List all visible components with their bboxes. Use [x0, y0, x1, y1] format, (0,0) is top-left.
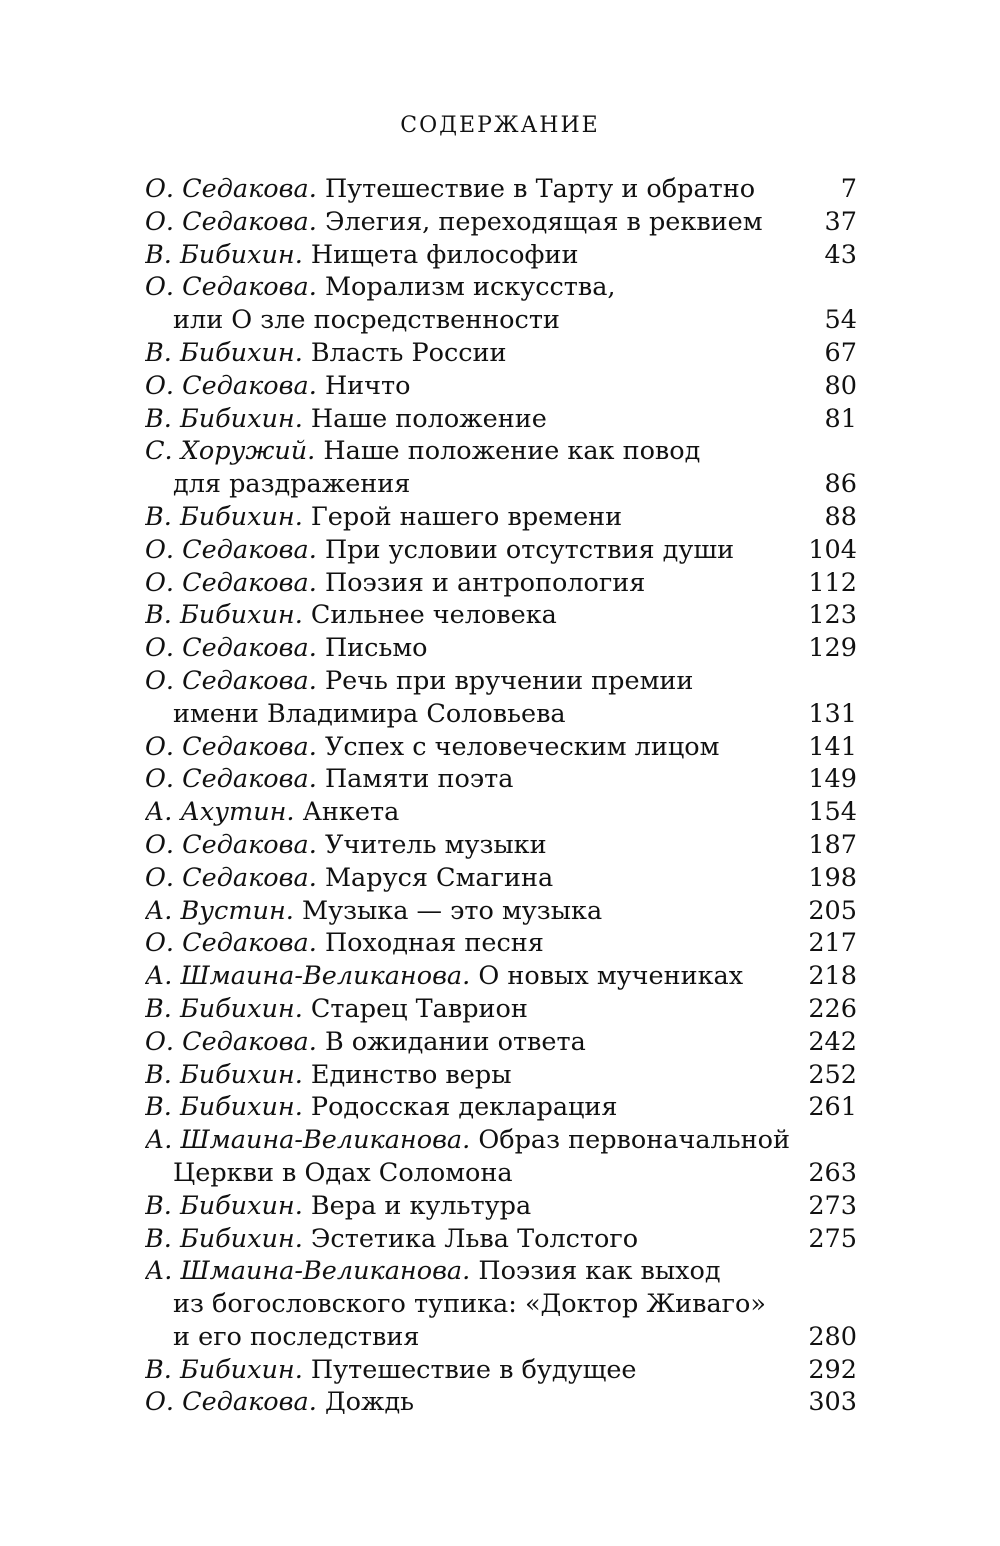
toc-page-number: 54: [824, 305, 857, 336]
toc-title: Старец Таврион: [310, 993, 528, 1024]
toc-title: В ожидании ответа: [324, 1026, 586, 1057]
toc-page-number: 242: [808, 1026, 857, 1057]
toc-title: Герой нашего времени: [310, 501, 623, 532]
toc-title: Успех с человеческим лицом: [324, 731, 720, 762]
toc-author: А. Ахутин.: [145, 797, 295, 828]
toc-page-number: 112: [808, 567, 857, 598]
toc-entry: [145, 599, 857, 632]
toc-page-number: 88: [824, 501, 857, 532]
toc-entry: [145, 173, 857, 206]
toc-page-number: 198: [808, 862, 857, 893]
toc-page-number: 81: [824, 403, 857, 434]
toc-page-number: 187: [808, 829, 857, 860]
toc-entry: [145, 1026, 857, 1059]
toc-page-number: 131: [808, 698, 857, 729]
toc-page-number: 263: [808, 1157, 857, 1188]
toc-author: В. Бибихин.: [145, 1223, 303, 1254]
toc-entry: [145, 763, 857, 796]
page-title: СОДЕРЖАНИЕ: [400, 113, 600, 138]
toc-entry: [145, 1059, 857, 1092]
toc-entry-text: [145, 1223, 797, 1256]
toc-page-number: 67: [824, 337, 857, 368]
toc-page-number: 129: [808, 633, 857, 664]
toc-entry: [145, 895, 857, 928]
toc-title: из богословского тупика: «Доктор Живаго»: [173, 1289, 766, 1320]
toc-entry-text: [145, 665, 797, 698]
toc-page-number: 292: [808, 1354, 857, 1385]
toc-entry: [145, 731, 857, 764]
toc-page-number: 149: [808, 764, 857, 795]
toc-entry-text: [145, 370, 797, 403]
toc-page-number: 273: [808, 1190, 857, 1221]
toc-author: О. Седакова.: [145, 1387, 317, 1418]
toc-title: Походная песня: [324, 928, 544, 959]
toc-author: В. Бибихин.: [145, 1092, 303, 1123]
toc-entry-continuation: [145, 1321, 857, 1354]
toc-page-number: 217: [808, 928, 857, 959]
toc-entry-text: [145, 763, 797, 796]
toc-title: имени Владимира Соловьева: [173, 698, 566, 729]
toc-page-number: 226: [808, 993, 857, 1024]
toc-author: С. Хоружий.: [145, 436, 316, 467]
toc-title: Речь при вручении премии: [324, 665, 694, 696]
toc-author: О. Седакова.: [145, 370, 317, 401]
toc-entry-continuation: [145, 698, 857, 731]
toc-page-number: 141: [808, 731, 857, 762]
toc-title: Учитель музыки: [324, 829, 547, 860]
toc-entry: [145, 1386, 857, 1419]
toc-entry: [145, 1354, 857, 1387]
toc-entry-text: [145, 567, 797, 600]
toc-author: В. Бибихин.: [145, 600, 303, 631]
toc-entry: [145, 993, 857, 1026]
toc-entry-text: [145, 435, 797, 468]
toc-entry-text: [145, 403, 797, 436]
toc-page-number: 43: [824, 239, 857, 270]
toc-entry-text: [145, 993, 797, 1026]
toc-title: О новых мучениках: [478, 961, 744, 992]
toc-entry-text: [173, 1321, 797, 1354]
toc-page-number: 205: [808, 895, 857, 926]
toc-entry: [145, 501, 857, 534]
toc-title: и его последствия: [173, 1321, 420, 1352]
toc-author: В. Бибихин.: [145, 501, 303, 532]
toc-title: Эстетика Льва Толстого: [310, 1223, 639, 1254]
toc-title: Власть России: [310, 337, 507, 368]
toc-entry-text: [145, 1091, 797, 1124]
toc-entry-text: [145, 927, 797, 960]
toc-title: Поэзия и антропология: [324, 567, 646, 598]
toc-page-number: 7: [840, 174, 857, 204]
toc-author: В. Бибихин.: [145, 337, 303, 368]
toc-entry: [145, 370, 857, 403]
toc-author: О. Седакова.: [145, 862, 317, 893]
toc-page-number: 154: [808, 797, 857, 828]
table-of-contents: [145, 173, 857, 1419]
toc-title: Путешествие в Тарту и обратно: [324, 174, 756, 204]
toc-author: О. Седакова.: [145, 567, 317, 598]
toc-entry: [145, 337, 857, 370]
toc-page-number: 218: [808, 961, 857, 992]
toc-entry: [145, 927, 857, 960]
toc-entry: [145, 796, 857, 829]
toc-title: При условии отсутствия души: [324, 534, 735, 565]
toc-author: В. Бибихин.: [145, 1190, 303, 1221]
toc-author: В. Бибихин.: [145, 993, 303, 1024]
toc-author: А. Шмаина-Великанова.: [145, 1125, 471, 1156]
toc-entry-text: [145, 501, 797, 534]
toc-title: Маруся Смагина: [324, 862, 554, 893]
toc-author: О. Седакова.: [145, 206, 317, 237]
toc-page-number: 86: [824, 469, 857, 500]
toc-author: О. Седакова.: [145, 928, 317, 959]
toc-entry-text: [145, 239, 797, 272]
toc-title: Нищета философии: [310, 239, 579, 270]
toc-entry: [145, 567, 857, 600]
toc-entry-text: [145, 862, 797, 895]
toc-entry-continuation: [145, 1157, 857, 1190]
toc-entry-text: [145, 271, 797, 304]
toc-entry: [145, 632, 857, 665]
toc-entry-text: [145, 1255, 797, 1288]
toc-title: Церкви в Одах Соломона: [173, 1157, 513, 1188]
toc-author: О. Седакова.: [145, 665, 317, 696]
toc-entry-text: [145, 1059, 797, 1092]
toc-entry-text: [145, 829, 797, 862]
toc-title: Анкета: [302, 797, 400, 828]
toc-entry-text: [145, 1190, 797, 1223]
toc-entry-text: [173, 1157, 797, 1190]
toc-author: В. Бибихин.: [145, 403, 303, 434]
toc-entry-text: [173, 468, 797, 501]
toc-entry-text: [145, 632, 797, 665]
toc-entry: [145, 534, 857, 567]
toc-entry: [145, 435, 857, 468]
toc-entry-continuation: [145, 468, 857, 501]
toc-entry-continuation: [145, 1288, 857, 1321]
toc-entry: [145, 960, 857, 993]
toc-page-number: 280: [808, 1321, 857, 1352]
toc-title: Наше положение: [310, 403, 547, 434]
toc-author: О. Седакова.: [145, 731, 317, 762]
toc-title: Вера и культура: [310, 1190, 532, 1221]
toc-entry-continuation: [145, 304, 857, 337]
toc-entry-text: [173, 698, 797, 731]
toc-author: О. Седакова.: [145, 534, 317, 565]
toc-entry: [145, 1223, 857, 1256]
toc-title: Элегия, переходящая в реквием: [324, 206, 763, 237]
toc-entry: [145, 1091, 857, 1124]
toc-entry-text: [145, 1124, 797, 1157]
toc-entry: [145, 403, 857, 436]
toc-page-number: 104: [808, 534, 857, 565]
toc-entry: [145, 665, 857, 698]
toc-author: А. Шмаина-Великанова.: [145, 1256, 471, 1287]
toc-author: В. Бибихин.: [145, 239, 303, 270]
toc-entry: [145, 1255, 857, 1288]
toc-title: для раздражения: [173, 469, 411, 500]
toc-title: Родосская декларация: [310, 1092, 618, 1123]
toc-entry-text: [145, 960, 797, 993]
toc-entry: [145, 206, 857, 239]
toc-title: Памяти поэта: [324, 764, 514, 795]
toc-entry-text: [145, 1354, 797, 1387]
toc-title: Поэзия как выход: [478, 1256, 721, 1287]
toc-entry-text: [145, 731, 797, 764]
toc-author: В. Бибихин.: [145, 1059, 303, 1090]
toc-page-number: 37: [824, 206, 857, 237]
toc-author: О. Седакова.: [145, 829, 317, 860]
toc-entry: [145, 1124, 857, 1157]
toc-page-number: 80: [824, 370, 857, 401]
toc-entry: [145, 862, 857, 895]
toc-author: А. Шмаина-Великанова.: [145, 961, 471, 992]
toc-author: О. Седакова.: [145, 633, 317, 664]
toc-author: О. Седакова.: [145, 272, 317, 303]
toc-author: О. Седакова.: [145, 764, 317, 795]
toc-entry-text: [145, 173, 797, 206]
toc-page-number: 303: [808, 1387, 857, 1418]
toc-entry: [145, 829, 857, 862]
toc-title: Путешествие в будущее: [310, 1354, 637, 1385]
toc-entry: [145, 1190, 857, 1223]
toc-entry-text: [173, 1288, 797, 1321]
toc-title: Единство веры: [310, 1059, 512, 1090]
toc-entry-text: [145, 796, 797, 829]
toc-title: Морализм искусства,: [324, 272, 616, 303]
toc-author: О. Седакова.: [145, 1026, 317, 1057]
toc-page-number: 261: [808, 1092, 857, 1123]
toc-title: Образ первоначальной: [478, 1125, 790, 1156]
toc-entry-text: [145, 599, 797, 632]
toc-entry: [145, 239, 857, 272]
toc-author: А. Вустин.: [145, 895, 294, 926]
toc-title: или О зле посредственности: [173, 305, 560, 336]
toc-title: Письмо: [324, 633, 428, 664]
toc-title: Дождь: [324, 1387, 415, 1418]
toc-author: В. Бибихин.: [145, 1354, 303, 1385]
toc-entry-text: [145, 895, 797, 928]
toc-entry-text: [145, 1386, 797, 1419]
toc-entry: [145, 271, 857, 304]
toc-page-number: 275: [808, 1223, 857, 1254]
toc-entry-text: [145, 337, 797, 370]
toc-entry-text: [145, 206, 797, 239]
toc-title: Ничто: [324, 370, 411, 401]
toc-author: О. Седакова.: [145, 174, 317, 204]
toc-page-number: 252: [808, 1059, 857, 1090]
toc-entry-text: [145, 1026, 797, 1059]
toc-title: Наше положение как повод: [323, 436, 701, 467]
toc-entry-text: [173, 304, 797, 337]
toc-entry-text: [145, 534, 797, 567]
toc-page-number: 123: [808, 600, 857, 631]
toc-title: Сильнее человека: [310, 600, 557, 631]
toc-title: Музыка — это музыка: [301, 895, 603, 926]
